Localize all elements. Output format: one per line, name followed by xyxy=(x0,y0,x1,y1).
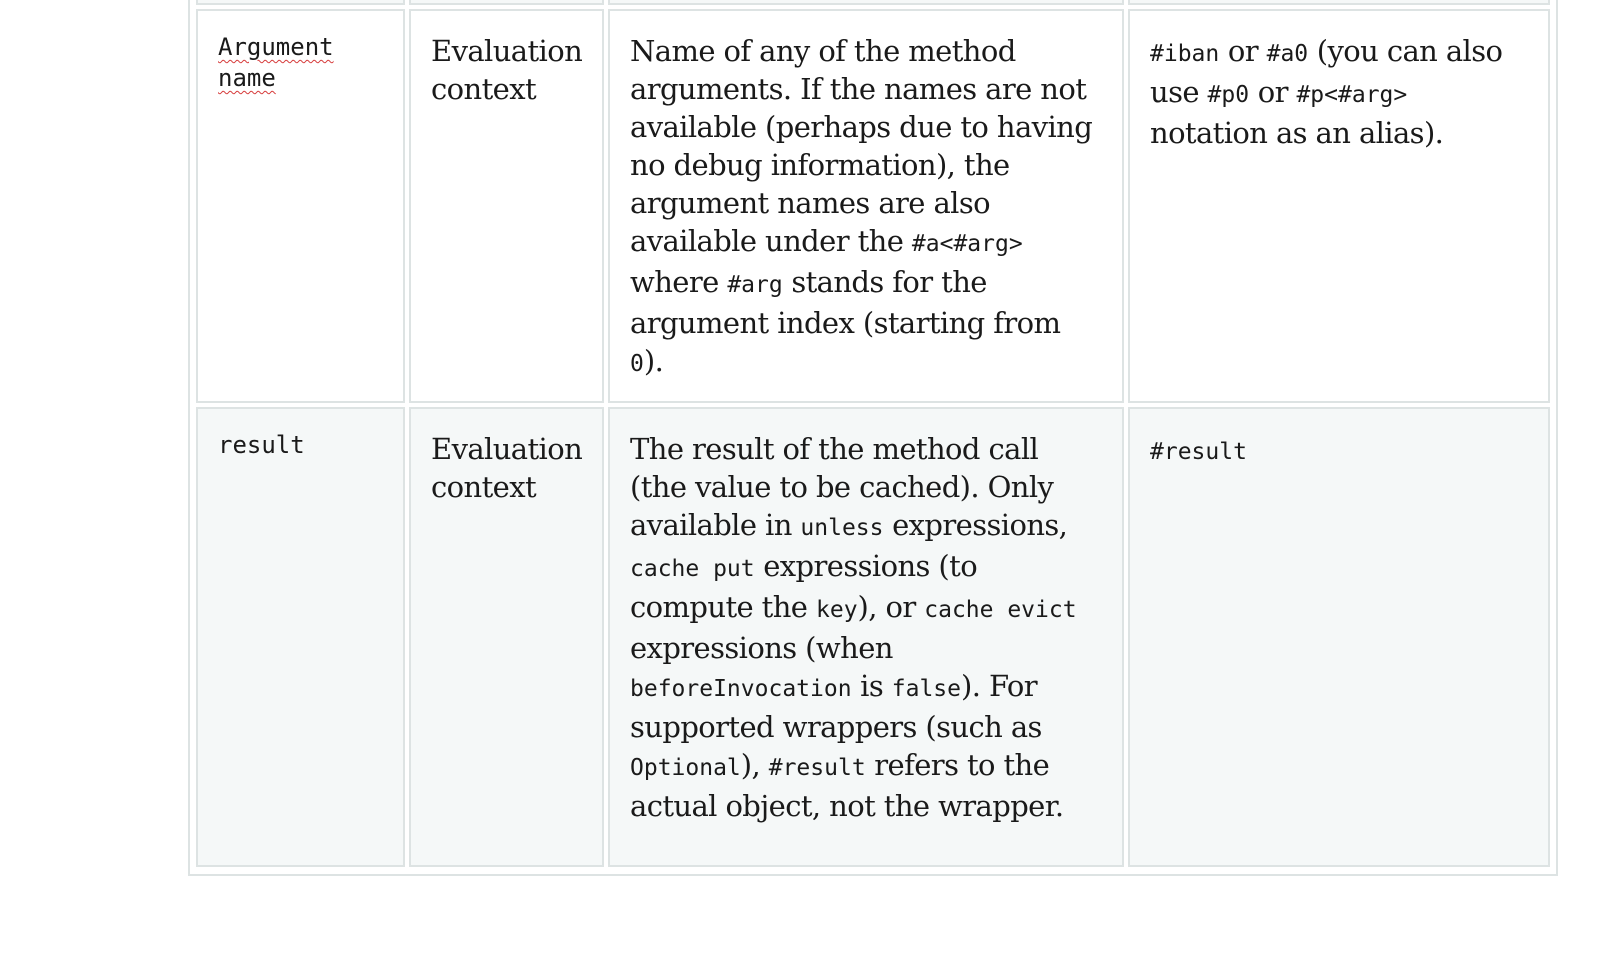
example-cell xyxy=(1128,407,1550,867)
variable-name: result xyxy=(218,431,305,459)
variable-name: Argument name xyxy=(218,33,334,92)
text-run: is xyxy=(851,669,892,703)
table-cell xyxy=(608,0,1124,5)
inline-code: #result xyxy=(768,755,866,781)
spel-variables-table xyxy=(188,0,1558,876)
table-cell xyxy=(1128,0,1550,5)
table-row-partial xyxy=(196,0,1550,5)
inline-code: 0 xyxy=(630,351,644,377)
inline-code: beforeInvocation xyxy=(630,676,852,702)
text-run: stands for the argument index (starting from xyxy=(630,265,1061,340)
text-run: notation as an alias). xyxy=(1150,116,1444,150)
text-run: The result of the method call (the value to be cached). Only available in xyxy=(630,432,1054,542)
description-cell xyxy=(608,9,1124,403)
inline-code: #a0 xyxy=(1266,41,1309,67)
table-row xyxy=(196,9,1550,403)
inline-code: false xyxy=(891,676,962,702)
text-run: refers to the actual object, not the wrapper. xyxy=(630,748,1064,823)
text-run: where xyxy=(630,265,728,299)
table-row xyxy=(196,407,1550,867)
text-run: expressions (to compute the xyxy=(630,549,978,624)
inline-code: cache evict xyxy=(924,597,1077,623)
text-run: expressions, xyxy=(883,508,1068,542)
table xyxy=(192,0,1554,871)
text-run: (you can also use xyxy=(1150,34,1503,109)
table-cell xyxy=(196,0,405,5)
location-cell: Evaluation context xyxy=(409,407,604,867)
text-run: or xyxy=(1249,75,1297,109)
text-run: ), xyxy=(740,748,769,782)
text-run: or xyxy=(1219,34,1267,68)
inline-code: #iban xyxy=(1150,41,1220,67)
location-cell: Evaluation context xyxy=(409,9,604,403)
text-run: ). xyxy=(643,344,664,378)
inline-code: unless xyxy=(800,515,884,541)
text-run: ), or xyxy=(857,590,925,624)
variable-name-cell xyxy=(196,9,405,403)
inline-code: #a<#arg> xyxy=(911,231,1023,257)
inline-code: #arg xyxy=(727,272,783,298)
inline-code: key xyxy=(816,597,858,623)
inline-code: #result xyxy=(1150,439,1247,465)
description-cell xyxy=(608,407,1124,867)
text-run: Name of any of the method arguments. If the names are not available (perhaps due to having no debug information), the argument names are also available under the xyxy=(630,34,1093,258)
table-cell xyxy=(409,0,604,5)
inline-code: #p<#arg> xyxy=(1296,82,1408,108)
inline-code: #p0 xyxy=(1207,82,1250,108)
text-run: expressions (when xyxy=(630,631,893,665)
inline-code: cache put xyxy=(630,556,755,582)
variable-name-cell xyxy=(196,407,405,867)
inline-code: Optional xyxy=(630,755,741,781)
text-run: ). For supported wrappers (such as xyxy=(630,669,1042,744)
example-cell xyxy=(1128,9,1550,403)
